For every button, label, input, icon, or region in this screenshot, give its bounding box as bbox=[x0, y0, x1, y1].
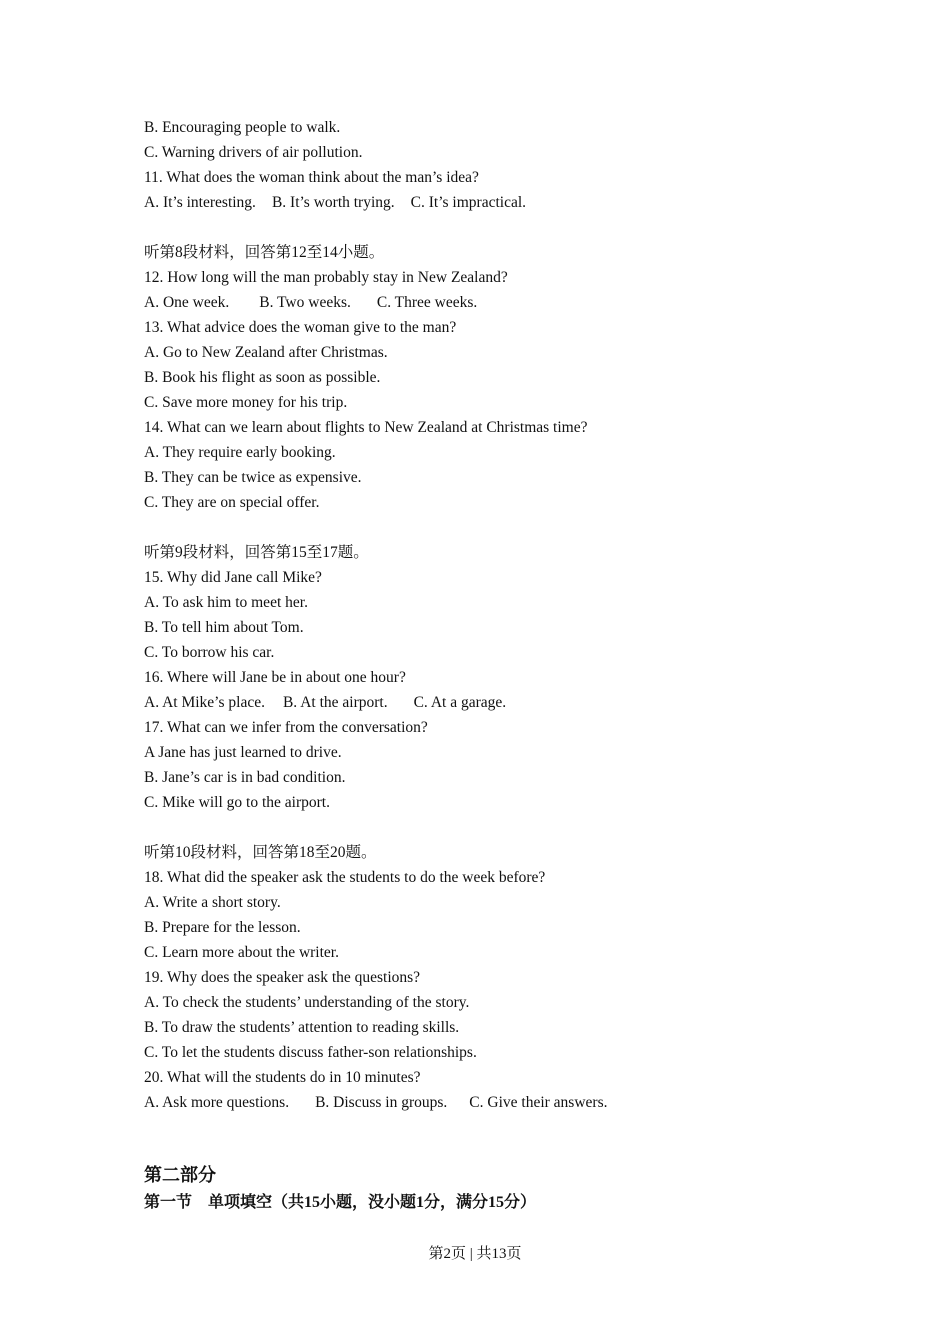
answer-option: A. Ask more questions. bbox=[144, 1094, 290, 1111]
question-text: 19. Why does the speaker ask the questions? bbox=[144, 969, 421, 986]
page-footer: 第2页 | 共13页 bbox=[428, 1246, 522, 1262]
answer-options-row bbox=[144, 290, 844, 315]
answer-option: C. Three weeks. bbox=[376, 294, 478, 311]
answer-option: B. Two weeks. bbox=[259, 294, 351, 311]
question-text: 14. What can we learn about flights to New Zealand at Christmas time? bbox=[144, 419, 588, 436]
section-spacer bbox=[144, 1115, 844, 1160]
answer-option: B. To draw the students’ attention to reading skills. bbox=[144, 1019, 460, 1036]
answer-option: C. To borrow his car. bbox=[144, 644, 275, 661]
answer-option: B. Book his flight as soon as possible. bbox=[144, 369, 381, 386]
answer-option: A Jane has just learned to drive. bbox=[144, 744, 342, 761]
section-spacer bbox=[144, 215, 844, 240]
answer-option: A. At Mike’s place. bbox=[144, 694, 265, 711]
answer-option: A. Go to New Zealand after Christmas. bbox=[144, 344, 388, 361]
answer-option: A. To check the students’ understanding of the story. bbox=[144, 994, 470, 1011]
question-text: 11. What does the woman think about the man’s idea? bbox=[144, 169, 479, 186]
answer-option: A. It’s interesting. bbox=[144, 194, 256, 211]
answer-option: C. Give their answers. bbox=[469, 1094, 608, 1111]
answer-option: A. Write a short story. bbox=[144, 894, 281, 911]
answer-option: C. Learn more about the writer. bbox=[144, 944, 339, 961]
answer-option: A. One week. bbox=[144, 294, 230, 311]
question-text: 16. Where will Jane be in about one hour? bbox=[144, 669, 406, 686]
listening-instruction: 听第8段材料，回答第12至14小题。 bbox=[144, 244, 385, 261]
answer-option: C. Mike will go to the airport. bbox=[144, 794, 330, 811]
document-body bbox=[144, 115, 844, 1216]
answer-options-row bbox=[144, 190, 844, 215]
question-text: 13. What advice does the woman give to the man? bbox=[144, 319, 457, 336]
answer-option: A. They require early booking. bbox=[144, 444, 336, 461]
question-text: 17. What can we infer from the conversation? bbox=[144, 719, 428, 736]
answer-option: B. Discuss in groups. bbox=[315, 1094, 448, 1111]
answer-option: C. To let the students discuss father-son relationships. bbox=[144, 1044, 477, 1061]
answer-option: C. Warning drivers of air pollution. bbox=[144, 144, 363, 161]
part-heading: 第二部分 bbox=[144, 1165, 216, 1185]
answer-option: C. It’s impractical. bbox=[410, 194, 527, 211]
question-text: 18. What did the speaker ask the students to do the week before? bbox=[144, 869, 546, 886]
answer-option: B. At the airport. bbox=[282, 694, 388, 711]
answer-option: B. To tell him about Tom. bbox=[144, 619, 304, 636]
answer-option: C. They are on special offer. bbox=[144, 494, 320, 511]
answer-option: B. They can be twice as expensive. bbox=[144, 469, 362, 486]
listening-instruction: 听第10段材料，回答第18至20题。 bbox=[144, 844, 377, 861]
answer-options-row bbox=[144, 690, 844, 715]
answer-options-row bbox=[144, 1090, 844, 1115]
answer-option: C. Save more money for his trip. bbox=[144, 394, 348, 411]
listening-instruction: 听第9段材料，回答第15至17题。 bbox=[144, 544, 369, 561]
question-text: 12. How long will the man probably stay in New Zealand? bbox=[144, 269, 508, 286]
answer-option: B. Prepare for the lesson. bbox=[144, 919, 301, 936]
answer-option: B. It’s worth trying. bbox=[271, 194, 395, 211]
answer-option: B. Encouraging people to walk. bbox=[144, 119, 341, 136]
section-spacer bbox=[144, 815, 844, 840]
answer-option: C. At a garage. bbox=[413, 694, 507, 711]
answer-option: A. To ask him to meet her. bbox=[144, 594, 308, 611]
question-text: 20. What will the students do in 10 minutes? bbox=[144, 1069, 421, 1086]
section-spacer bbox=[144, 515, 844, 540]
question-text: 15. Why did Jane call Mike? bbox=[144, 569, 322, 586]
answer-option: B. Jane’s car is in bad condition. bbox=[144, 769, 346, 786]
section-heading: 第一节 单项填空（共15小题，没小题1分，满分15分） bbox=[144, 1194, 537, 1211]
